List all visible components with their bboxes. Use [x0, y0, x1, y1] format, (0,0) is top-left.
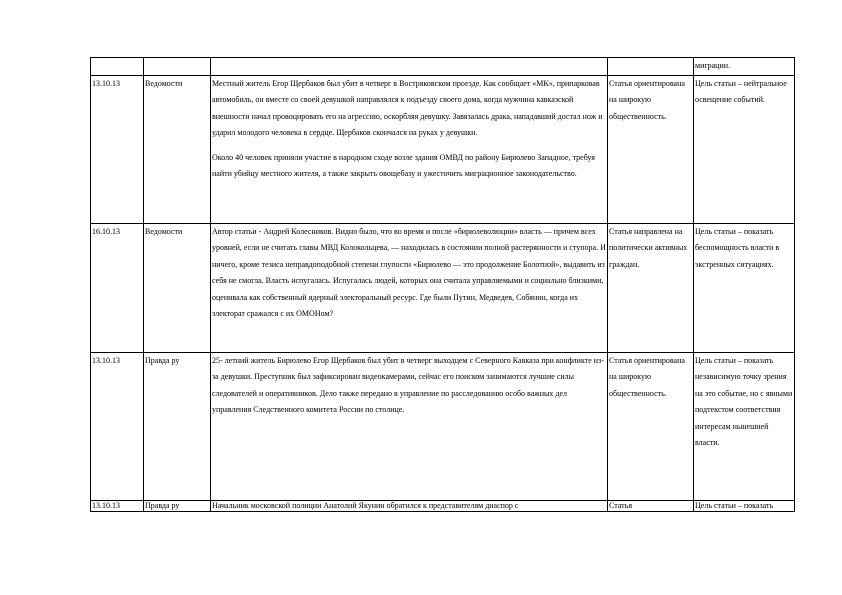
goal-cell — [694, 500, 795, 511]
date-cell: 13.10.13 — [91, 352, 144, 500]
goal-text: Цель статьи – показать — [695, 500, 774, 510]
article-paragraph: Начальник московской полиции Анатолий Якунин обратился к представителям диаспор с — [212, 500, 519, 510]
article-paragraph: Около 40 человек приняли участие в народном сходе возле здания ОМВД по району Бирюлево Западное, требуя найти убийцу местного жителя, а также закрыть овощебазу и ужесточить миграционное законодательство. — [212, 152, 595, 178]
date-cell — [91, 58, 144, 76]
table-row — [91, 58, 795, 76]
characteristic-cell: Статья ориентирована на широкую общественность. — [608, 352, 694, 500]
text-cell — [211, 58, 608, 76]
date-cell: 16.10.13 — [91, 223, 144, 352]
text-cell — [211, 223, 608, 352]
table-row — [91, 352, 795, 500]
table-row — [91, 223, 795, 352]
characteristic-text: Статья — [609, 500, 632, 510]
article-paragraph: Местный житель Егор Щербаков был убит в четверг в Востряковском проезде. Как сообщает «МК», припарковав автомобиль, он вместе со своей девушкой направлялся к подъезду своего дома, когда мужчина кавказской внешности начал провоцировать его на агрессию, оскорбляя девушку. Завязалась драка, нападавший достал нож и ударил молодого человека в сердце. Щербаков скончался на руках у девушки. — [212, 78, 603, 137]
article-paragraph: Автор статьи - Андрей Колесников. Видно было, что во время и после «бирюлеволюции» власть — причем всех уровней, если не считать главы МВД Колокольцева, — находилась в состоянии полной растерянности и ступора. И ничего, кроме тезиса неправдоподобной степени глупости «Бирюлево — это продолжение Болотной», выдавить из себя не смогла. Власть испугалась. Испугалась людей, которых она считала управляемыми и социально близкими, оценивала как собственный ядерный электоральный ресурс. Где были Путин, Медведев, Собянин, когда их электорат сражался с их ОМОНом? — [212, 226, 606, 318]
source-cell: Ведомости — [144, 223, 211, 352]
goal-cell: Цель статьи – нейтральное освещение событий. — [694, 75, 795, 223]
characteristic-cell: Статья ориентирована на широкую общественность. — [608, 75, 694, 223]
source-cell — [144, 500, 211, 511]
characteristic-cell: Статья направлена на политически активных граждан. — [608, 223, 694, 352]
source-cell — [144, 58, 211, 76]
goal-cell: Цель статьи – показать беспомощность власти в экстренных ситуациях. — [694, 223, 795, 352]
date-text: 13.10.13 — [92, 500, 120, 510]
text-cell — [211, 500, 608, 511]
article-paragraph: 25- летний житель Бирюлево Егор Щербаков был убит в четверг выходцем с Северного Кавказа при конфликте из-за девушки. Преступник был зафиксирован видеокамерами, сейчас его поиском занимаются лучшие силы следователей и оперативников. Дело также передано в управление по расследованию особо важных дел управления Следственного комитета России по столице. — [212, 355, 604, 414]
text-cell — [211, 75, 608, 223]
date-cell — [91, 500, 144, 511]
articles-table — [90, 57, 795, 512]
goal-cell: миграции. — [694, 58, 795, 76]
goal-cell: Цель статьи – показать независимую точку зрения на это событие, но с явными подтекстом соответствия интересам нынешней власти. — [694, 352, 795, 500]
characteristic-cell — [608, 500, 694, 511]
date-cell: 13.10.13 — [91, 75, 144, 223]
source-cell: Правда ру — [144, 352, 211, 500]
text-cell — [211, 352, 608, 500]
characteristic-cell — [608, 58, 694, 76]
table-row — [91, 500, 795, 511]
source-text: Правда ру — [145, 500, 180, 510]
table-row — [91, 75, 795, 223]
source-cell: Ведомости — [144, 75, 211, 223]
